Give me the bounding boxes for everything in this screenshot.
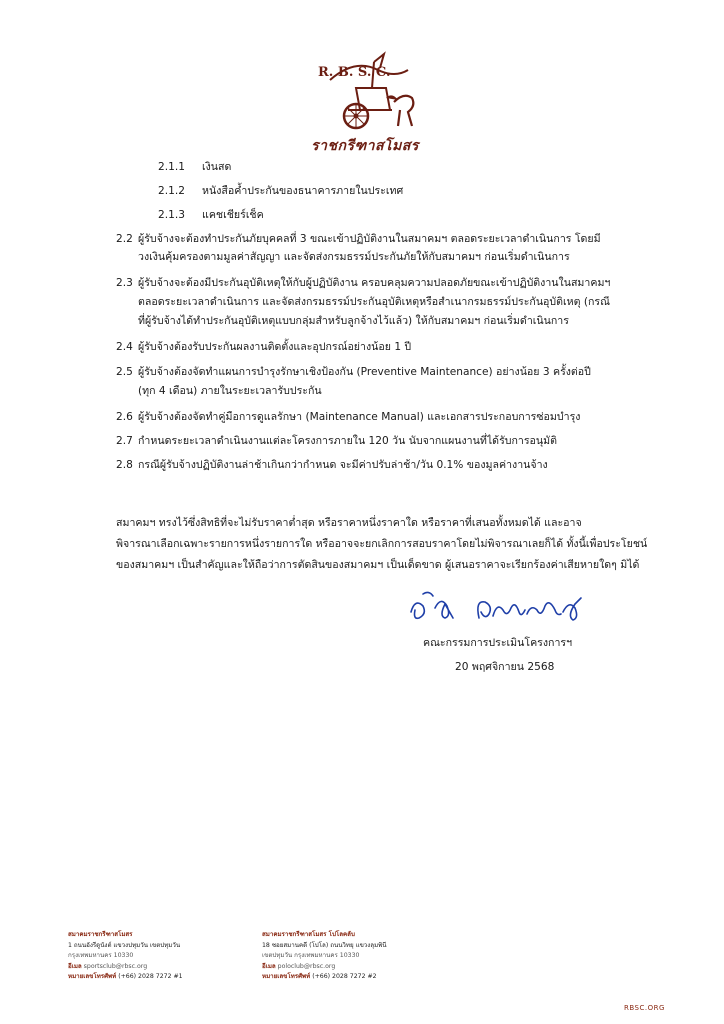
footer-phone-label: หมายเลขโทรศัพท์ [262,973,311,980]
logo-letters: R. B. S. C. [318,65,391,80]
item-line: ผู้รับจ้างต้องรับประกันผลงานติดตั้งและอุปกรณ์อย่างน้อย 1 ปี [138,341,412,353]
item-line: ผู้รับจ้างจะต้องทำประกันภัยบุคคลที่ 3 ขณะเข้าปฏิบัติงานในสมาคมฯ ตลอดระยะเวลาดำเนินการ โดยมี [138,233,601,245]
footer-address-line-2: เขตปทุมวัน กรุงเทพมหานคร 10330 [262,952,360,959]
sub-item-text: แคชเชียร์เช็ค [202,209,264,221]
rbsc-logo [300,40,430,152]
logo-thai-name: ราชกรีฑาสโมสร [311,138,419,154]
closing-line-3: ของสมาคมฯ เป็นสำคัญและให้ถือว่าการตัดสินของสมาคมฯ เป็นเด็ดขาด ผู้เสนอราคาจะเรียกร้องค่าเสียหายใดๆ มิได้ [116,559,640,571]
chariot-emblem-icon [300,40,430,136]
item-line: ผู้รับจ้างต้องจัดทำแผนการบำรุงรักษาเชิงป้องกัน (Preventive Maintenance) อย่างน้อย 3 ครั้งต่อปี [138,366,591,378]
item-number: 2.7 [116,435,133,447]
item-number: 2.5 [116,366,133,378]
item-number: 2.4 [116,341,133,353]
handwritten-signature [405,588,605,632]
footer-org-title: สมาคมราชกรีฑาสโมสร [68,931,133,938]
signatory-committee: คณะกรรมการประเมินโครงการฯ [423,637,573,649]
footer-phone-label: หมายเลขโทรศัพท์ [68,973,117,980]
closing-line-1: สมาคมฯ ทรงไว้ซึ่งสิทธิที่จะไม่รับราคาต่ำสุด หรือราคาหนึ่งราคาใด หรือราคาที่เสนอทั้งหมดได้ และอาจ [116,517,582,529]
item-line: ผู้รับจ้างต้องจัดทำคู่มือการดูแลรักษา (Maintenance Manual) และเอกสารประกอบการซ่อมบำรุง [138,411,581,423]
item-number: 2.8 [116,459,133,471]
footer-phone[interactable]: (+66) 2028 7272 #1 [118,973,183,980]
footer-address-line-1: 18 ซอยสมานคดี (โปโล) ถนนวิทยุ แขวงลุมพินี [262,941,387,949]
item-line: ที่ผู้รับจ้างได้ทำประกันอุบัติเหตุแบบกลุ่มสำหรับลูกจ้างไว้แล้ว) ให้กับสมาคมฯ ก่อนเริ่มดำเนินการ [138,315,569,327]
footer-email-label: อีเมล [68,962,82,970]
footer-phone[interactable]: (+66) 2028 7272 #2 [312,973,377,980]
sub-item-text: หนังสือค้ำประกันของธนาคารภายในประเทศ [202,185,404,197]
footer-contact-polo-club [262,930,386,983]
item-line: กรณีผู้รับจ้างปฏิบัติงานล่าช้าเกินกว่ากำหนด จะมีค่าปรับล่าช้า/วัน 0.1% ของมูลค่างานจ้าง [138,459,548,471]
item-line: (ทุก 4 เดือน) ภายในระยะเวลารับประกัน [138,385,322,397]
closing-line-2: พิจารณาเลือกเฉพาะรายการหนึ่งรายการใด หรืออาจจะยกเลิกการสอบราคาโดยไม่พิจารณาเลยก็ได้ ทั้งนี้เพื่อประโยชน์ [116,538,648,550]
footer-address-line-2: กรุงเทพมหานคร 10330 [68,952,134,959]
footer-contact-sports-club [68,930,183,983]
item-line: ผู้รับจ้างจะต้องมีประกันอุบัติเหตุให้กับผู้ปฏิบัติงาน ครอบคลุมความปลอดภัยขณะเข้าปฏิบัติงานในสมาคมฯ [138,277,611,289]
sub-item-number: 2.1.2 [158,185,185,197]
footer-email-label: อีเมล [262,962,276,970]
sub-item-number: 2.1.3 [158,209,185,221]
item-number: 2.2 [116,233,133,245]
footer-org-title: สมาคมราชกรีฑาสโมสร โปโลคลับ [262,931,355,938]
item-line: ตลอดระยะเวลาดำเนินการ และจัดส่งกรมธรรม์ประกันอุบัติเหตุหรือสำเนากรมธรรม์ประกันอุบัติเหตุ (กรณี [138,296,610,308]
footer-email[interactable]: sportsclub@rbsc.org [83,962,148,970]
signature-date: 20 พฤศจิกายน 2568 [455,661,555,673]
item-number: 2.6 [116,411,133,423]
item-line: วงเงินคุ้มครองตามมูลค่าสัญญา และจัดส่งกรมธรรม์ประกันภัยให้กับสมาคมฯ ก่อนเริ่มดำเนินการ [138,251,570,263]
sub-item-number: 2.1.1 [158,161,185,173]
sub-item-text: เงินสด [202,161,232,173]
item-line: กำหนดระยะเวลาดำเนินงานแต่ละโครงการภายใน 120 วัน นับจากแผนงานที่ได้รับการอนุมัติ [138,435,558,447]
footer-website-link[interactable]: RBSC.ORG [624,1004,665,1012]
item-number: 2.3 [116,277,133,289]
footer-address-line-1: 1 ถนนอังรีดูนังต์ แขวงปทุมวัน เขตปทุมวัน [68,941,181,949]
footer-email[interactable]: poloclub@rbsc.org [277,962,336,970]
